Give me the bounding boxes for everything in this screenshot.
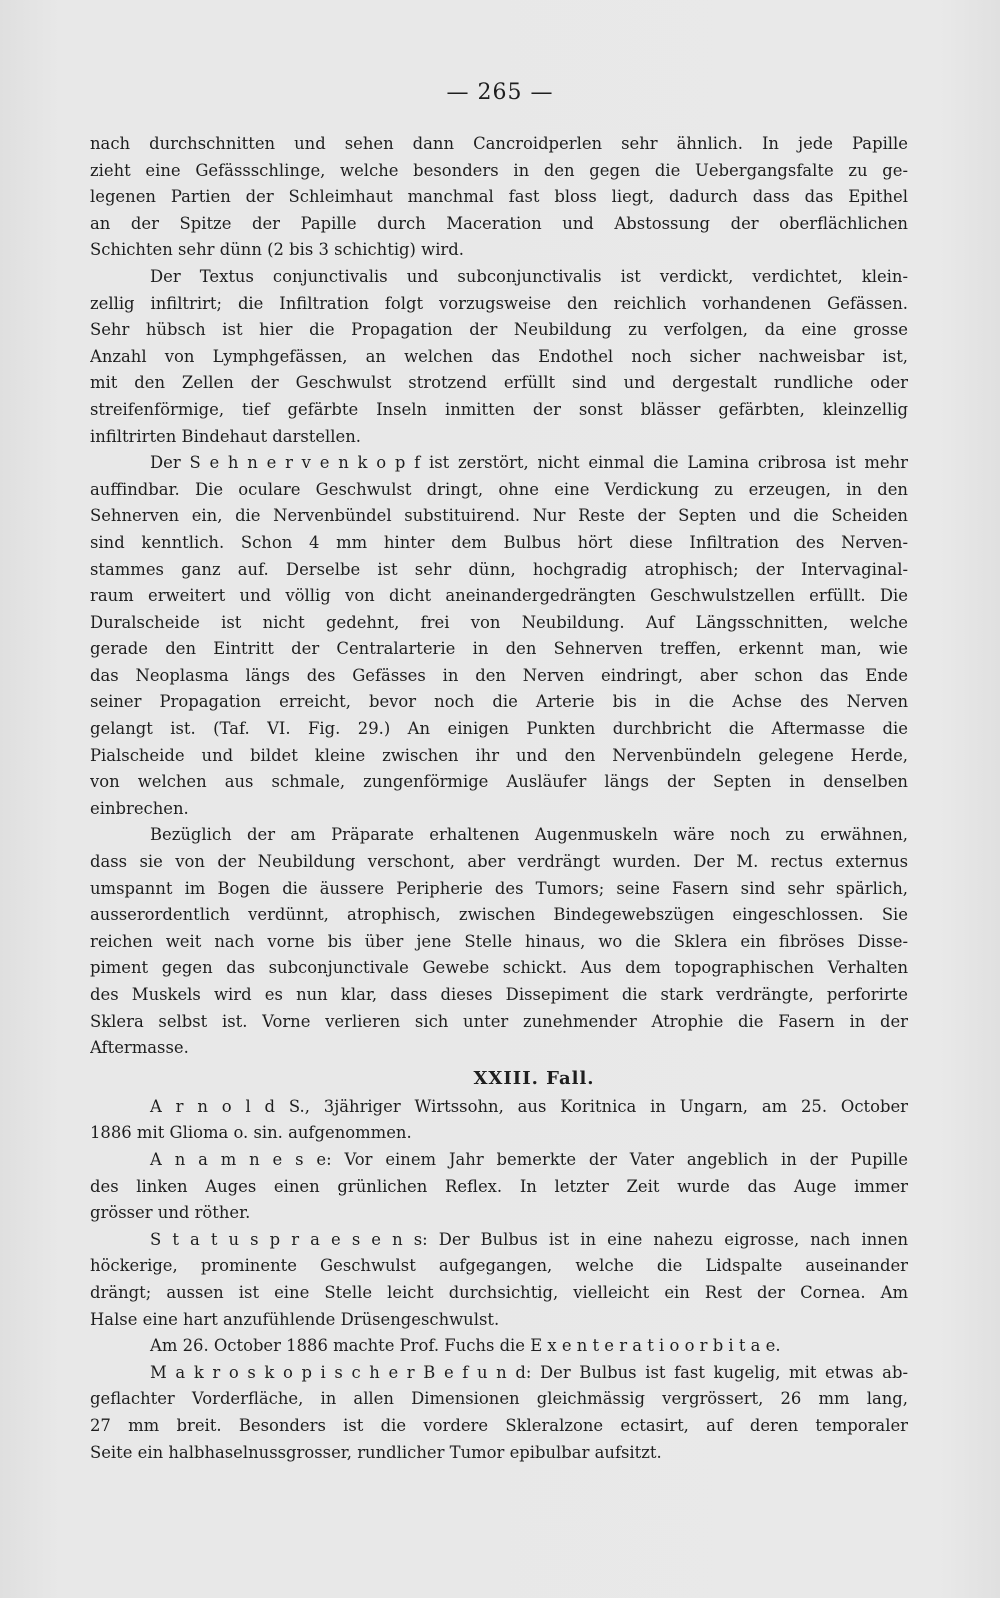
text-line: A r n o l d S., 3jähriger Wirtssohn, aus Koritnica in Ungarn, am 25. October (150, 1096, 908, 1116)
text-line: das Neoplasma längs des Gefässes in den Nerven eindringt, aber schon das Ende (90, 665, 908, 685)
text-line: gelangt ist. (Taf. VI. Fig. 29.) An einigen Punkten durchbricht die Aftermasse die (90, 719, 908, 739)
text-line: Duralscheide ist nicht gedehnt, frei von Neubildung. Auf Längsschnitten, welche (90, 612, 908, 632)
paragraph (90, 1147, 908, 1227)
text-line: gerade den Eintritt der Centralarterie in den Sehnerven treffen, erkennt man, wie (90, 639, 908, 659)
text-line: sind kenntlich. Schon 4 mm hinter dem Bulbus hört diese Infiltration des Nerven- (90, 532, 908, 552)
text-line: A n a m n e s e: Vor einem Jahr bemerkte der Vater angeblich in der Pupille (150, 1149, 908, 1169)
paragraph (90, 450, 908, 822)
text-line: Schichten sehr dünn (2 bis 3 schichtig) wird. (90, 240, 464, 260)
text-line: M a k r o s k o p i s c h e r B e f u n d: Der Bulbus ist fast kugelig, mit etwas ab- (150, 1362, 908, 1382)
text-line: Der S e h n e r v e n k o p f ist zerstört, nicht einmal die Lamina cribrosa ist mehr (150, 453, 908, 473)
case-heading: XXIII. Fall. (473, 1067, 595, 1089)
text-line: drängt; aussen ist eine Stelle leicht durchsichtig, vielleicht ein Rest der Cornea. Am (90, 1282, 908, 1302)
paragraph (90, 1333, 908, 1360)
text-line: dass sie von der Neubildung verschont, aber verdrängt wurden. Der M. rectus externus (90, 852, 908, 872)
text-line: auffindbar. Die oculare Geschwulst dringt, ohne eine Verdickung zu erzeugen, in den (90, 479, 908, 499)
text-line: Bezüglich der am Präparate erhaltenen Augenmuskeln wäre noch zu erwähnen, (150, 825, 908, 845)
paragraph (90, 1094, 908, 1147)
text-line: Sehnerven ein, die Nervenbündel substituirend. Nur Reste der Septen und die Scheiden (90, 506, 908, 526)
text-line: Pialscheide und bildet kleine zwischen ihr und den Nervenbündeln gelegene Herde, (90, 745, 908, 765)
text-line: seiner Propagation erreicht, bevor noch die Arterie bis in die Achse des Nerven (90, 692, 908, 712)
text-line: S t a t u s p r a e s e n s: Der Bulbus ist in eine nahezu eigrosse, nach innen (150, 1229, 908, 1249)
text-line: umspannt im Bogen die äussere Peripherie des Tumors; seine Fasern sind sehr spärlich, (90, 878, 908, 898)
paragraph (90, 1227, 908, 1333)
text-line: grösser und röther. (90, 1203, 251, 1223)
paragraph (90, 822, 908, 1061)
text-section-after-heading (90, 1094, 908, 1466)
text-line: ausserordentlich verdünnt, atrophisch, zwischen Bindegewebszügen eingeschlossen. Sie (90, 905, 908, 925)
paragraph (90, 1360, 908, 1466)
text-line: streifenförmige, tief gefärbte Inseln inmitten der sonst blässer gefärbten, kleinzellig (90, 399, 908, 419)
body-text (90, 131, 908, 1466)
text-line: Aftermasse. (90, 1038, 189, 1058)
text-line: Seite ein halbhaselnussgrosser, rundlicher Tumor epibulbar aufsitzt. (90, 1442, 662, 1462)
text-line: Sklera selbst ist. Vorne verlieren sich unter zunehmender Atrophie die Fasern in der (90, 1011, 908, 1031)
text-section-before-heading (90, 131, 908, 1062)
text-line: nach durchschnitten und sehen dann Cancroidperlen sehr ähnlich. In jede Papille (90, 134, 908, 153)
text-line: infiltrirten Bindehaut darstellen. (90, 426, 361, 446)
text-line: von welchen aus schmale, zungenförmige Ausläufer längs der Septen in denselben (90, 772, 908, 792)
text-line: zellig infiltrirt; die Infiltration folgt vorzugsweise den reichlich vorhandenen Gefässen. (90, 293, 908, 313)
text-line: Anzahl von Lymphgefässen, an welchen das Endothel noch sicher nachweisbar ist, (90, 346, 908, 366)
page-number: — 265 — (446, 80, 554, 105)
text-line: legenen Partien der Schleimhaut manchmal fast bloss liegt, dadurch dass das Epithel (90, 187, 908, 207)
text-line: des Muskels wird es nun klar, dass dieses Dissepiment die stark verdrängte, perforirte (90, 985, 908, 1004)
text-line: Halse eine hart anzufühlende Drüsengeschwulst. (90, 1309, 500, 1329)
text-line: geflachter Vorderfläche, in allen Dimensionen gleichmässig vergrössert, 26 mm lang, (90, 1389, 908, 1409)
text-line: einbrechen. (90, 798, 189, 818)
text-line: Der Textus conjunctivalis und subconjunctivalis ist verdickt, verdichtet, klein- (150, 266, 908, 286)
text-line: an der Spitze der Papille durch Maceration und Abstossung der oberflächlichen (90, 213, 908, 233)
text-line: piment gegen das subconjunctivale Gewebe schickt. Aus dem topographischen Verhalten (90, 958, 908, 978)
text-line: 27 mm breit. Besonders ist die vordere Skleralzone ectasirt, auf deren temporaler (90, 1415, 908, 1435)
text-line: des linken Auges einen grünlichen Reflex. In letzter Zeit wurde das Auge immer (90, 1176, 908, 1196)
text-line: 1886 mit Glioma o. sin. aufgenommen. (90, 1123, 412, 1143)
text-line: zieht eine Gefässschlinge, welche besonders in den gegen die Uebergangsfalte zu ge- (90, 160, 908, 180)
paragraph (90, 131, 908, 264)
text-line: reichen weit nach vorne bis über jene Stelle hinaus, wo die Sklera ein fibröses Disse- (90, 931, 908, 951)
text-line: höckerige, prominente Geschwulst aufgegangen, welche die Lidspalte auseinander (90, 1256, 908, 1276)
text-line: raum erweitert und völlig von dicht aneinandergedrängten Geschwulstzellen erfüllt. Die (90, 586, 908, 606)
paragraph (90, 264, 908, 450)
text-line: stammes ganz auf. Derselbe ist sehr dünn, hochgradig atrophisch; der Intervaginal- (90, 559, 908, 579)
text-line: Sehr hübsch ist hier die Propagation der Neubildung zu verfolgen, da eine grosse (90, 320, 908, 340)
text-line: mit den Zellen der Geschwulst strotzend erfüllt sind und dergestalt rundliche oder (90, 373, 908, 393)
text-line: Am 26. October 1886 machte Prof. Fuchs die E x e n t e r a t i o o r b i t a e. (150, 1336, 781, 1356)
